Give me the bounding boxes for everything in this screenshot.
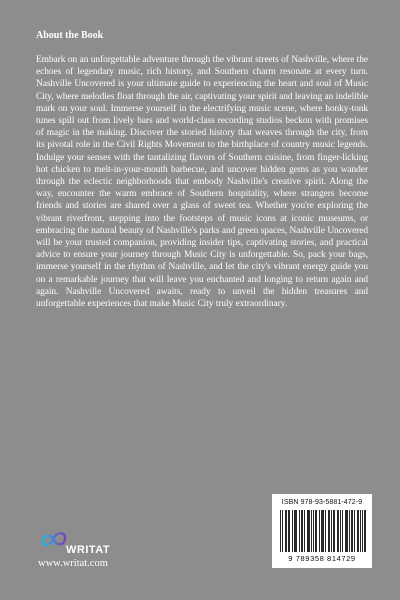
book-description: Embark on an unforgettable adventure through the vibrant streets of Nashville, where the echoes of legendary music, rich history, and Southern charm resonate at every turn. Nashville Uncovered is your ultimate guide to experiencing the heart and soul of Music City, where melodies float through the air, captivating your spirit and leaving an indelible mark on your soul. Immerse yourself in the electrifying music scene, where honky-tonk tunes spill out from lively bars and world-class recording studios beckon with promises of magic in the making. Discover the storied history that weaves through the city, from its pivotal role in the Civil Rights Movement to the birthplace of country music legends. Indulge your senses with the tantalizing flavors of Southern cuisine, from finger-licking hot chicken to melt-in-your-mouth barbecue, and uncover hidden gems as you wander through the eclectic neighborhoods that embody Nashville's creative spirit. Along the way, encounter the warm embrace of Southern hospitality, where strangers become friends and stories are shared over a glass of sweet tea. Whether you're exploring the vibrant riverfront, stepping into the footsteps of music icons at iconic museums, or embracing the natural beauty of Nashville's parks and green spaces, Nashville Uncovered will be your trusted companion, providing insider tips, captivating stories, and practical advice to ensure your journey through Music City is unforgettable. So, pack your bags, immerse yourself in the rhythm of Nashville, and let the city's vibrant energy guide you on a remarkable journey that will leave you enchanted and longing to return again and again. Nashville Uncovered awaits, ready to unveil the hidden treasures and unforgettable experiences that make Music City truly extraordinary. <box>36 55 368 310</box>
publisher-url: www.writat.com <box>38 558 108 569</box>
publisher-name: WRITAT <box>66 544 111 556</box>
isbn-label: ISBN 978-93-5881-472-9 <box>281 499 363 506</box>
barcode-bars <box>280 510 366 552</box>
barcode-bar <box>334 510 335 552</box>
barcode-bar <box>345 510 346 552</box>
barcode-bar <box>295 510 296 552</box>
barcode-bar <box>349 510 350 552</box>
barcode-bar <box>307 510 308 552</box>
publisher-logo <box>36 528 166 573</box>
barcode-bar <box>309 510 310 552</box>
barcode-bar <box>282 510 283 552</box>
barcode-bar <box>304 510 305 552</box>
barcode-bar <box>308 510 309 552</box>
barcode-bar <box>316 510 317 552</box>
barcode-bar <box>301 510 302 552</box>
barcode-bar <box>323 510 324 552</box>
barcode-bar <box>358 510 359 552</box>
barcode-bar <box>296 510 297 552</box>
barcode-bar <box>299 510 300 552</box>
barcode-bar <box>288 510 289 552</box>
barcode-bar <box>333 510 334 552</box>
barcode-bar <box>329 510 330 552</box>
barcode-bar <box>337 510 338 552</box>
barcode-bar <box>322 510 323 552</box>
barcode-bar <box>342 510 343 552</box>
barcode-digits: 9 789358 814729 <box>288 554 356 563</box>
barcode-bar <box>352 510 353 552</box>
barcode-bar <box>325 510 326 552</box>
barcode-bar <box>321 510 322 552</box>
barcode-bar <box>340 510 341 552</box>
barcode-bar <box>294 510 295 552</box>
barcode-bar <box>280 510 281 552</box>
barcode-bar <box>360 510 361 552</box>
barcode-bar <box>289 510 290 552</box>
barcode-bar <box>338 510 339 552</box>
isbn-barcode <box>272 494 372 568</box>
barcode-bar <box>311 510 312 552</box>
about-heading: About the Book <box>36 30 104 41</box>
infinity-loop-icon <box>40 528 68 550</box>
barcode-bar <box>362 510 363 552</box>
barcode-bar <box>357 510 358 552</box>
barcode-bar <box>302 510 303 552</box>
barcode-bar <box>331 510 332 552</box>
barcode-bar <box>286 510 287 552</box>
barcode-bar <box>364 510 365 552</box>
barcode-bar <box>365 510 366 552</box>
barcode-bar <box>319 510 320 552</box>
barcode-bar <box>292 510 293 552</box>
barcode-bar <box>285 510 286 552</box>
barcode-bar <box>351 510 352 552</box>
barcode-bar <box>354 510 355 552</box>
barcode-bar <box>347 510 348 552</box>
barcode-bar <box>313 510 314 552</box>
barcode-bar <box>315 510 316 552</box>
barcode-bar <box>328 510 329 552</box>
barcode-bar <box>346 510 347 552</box>
